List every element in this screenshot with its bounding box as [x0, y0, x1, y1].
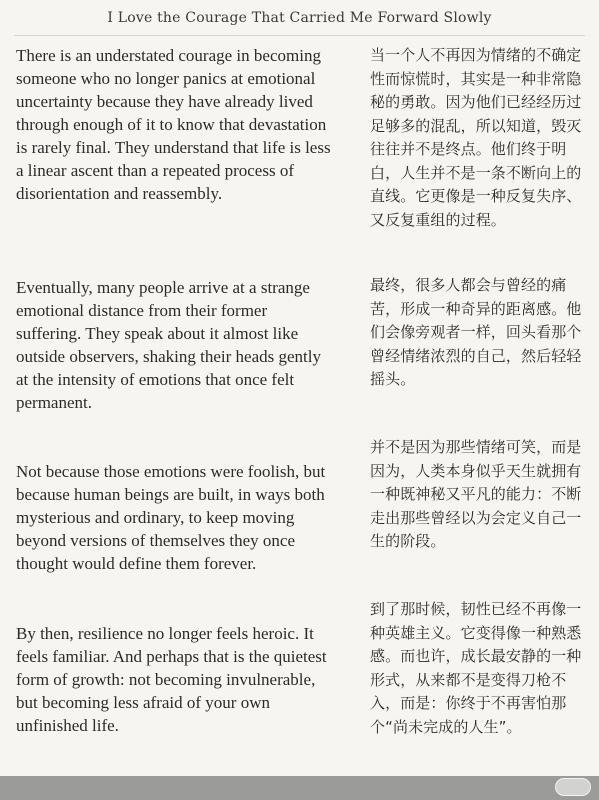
- header-divider: [14, 35, 585, 36]
- english-paragraph-4: By then, resilience no longer feels heroic. It feels familiar. And perhaps that is the quietest form of growth: not becoming invulnerable, but becoming less afraid of your own unfinished life.: [16, 624, 327, 735]
- bottom-bar: [0, 776, 599, 800]
- chinese-paragraph-1: 当一个人不再因为情绪的不确定性而惊慌时，其实是一种非常隐秘的勇敢。因为他们已经经历过足够多的混乱，所以知道，毁灭往往并不是终点。他们终于明白，人生并不是一条不断向上的直线。它更像是一种反复失序、又反复重组的过程。: [370, 46, 582, 229]
- english-column: [16, 44, 334, 756]
- chinese-paragraph-3: 并不是因为那些情绪可笑，而是因为，人类本身似乎天生就拥有一种既神秘又平凡的能力：不断走出那些曾经以为会定义自己一生的阶段。: [370, 438, 582, 550]
- page-title: I Love the Courage That Carried Me Forward Slowly: [107, 10, 492, 26]
- chinese-paragraph-2: 最终，很多人都会与曾经的痛苦，形成一种奇异的距离感。他们会像旁观者一样，回头看那个曾经情绪浓烈的自己，然后轻轻摇头。: [370, 276, 582, 388]
- chinese-column: [370, 44, 585, 756]
- watermark-badge: [555, 778, 591, 796]
- chinese-paragraph-4: 到了那时候，韧性已经不再像一种英雄主义。它变得像一种熟悉感。而也许，成长最安静的一种形式，从来都不是变得刀枪不入，而是：你终于不再害怕那个“尚未完成的人生”。: [370, 600, 582, 736]
- english-paragraph-3: Not because those emotions were foolish, but because human beings are built, in ways both mysterious and ordinary, to keep moving beyond versions of themselves they once thought would define them forever.: [16, 462, 326, 573]
- english-paragraph-1: There is an understated courage in becoming someone who no longer panics at emotional uncertainty because they have already lived through enough of it to know that devastation is rarely final. They understand that life is less a linear ascent than a repeated process of disorientation and reassembly.: [16, 46, 331, 203]
- english-paragraph-2: Eventually, many people arrive at a strange emotional distance from their former suffering. They speak about it almost like outside observers, shaking their heads gently at the intensity of emotions that once felt permanent.: [16, 278, 321, 412]
